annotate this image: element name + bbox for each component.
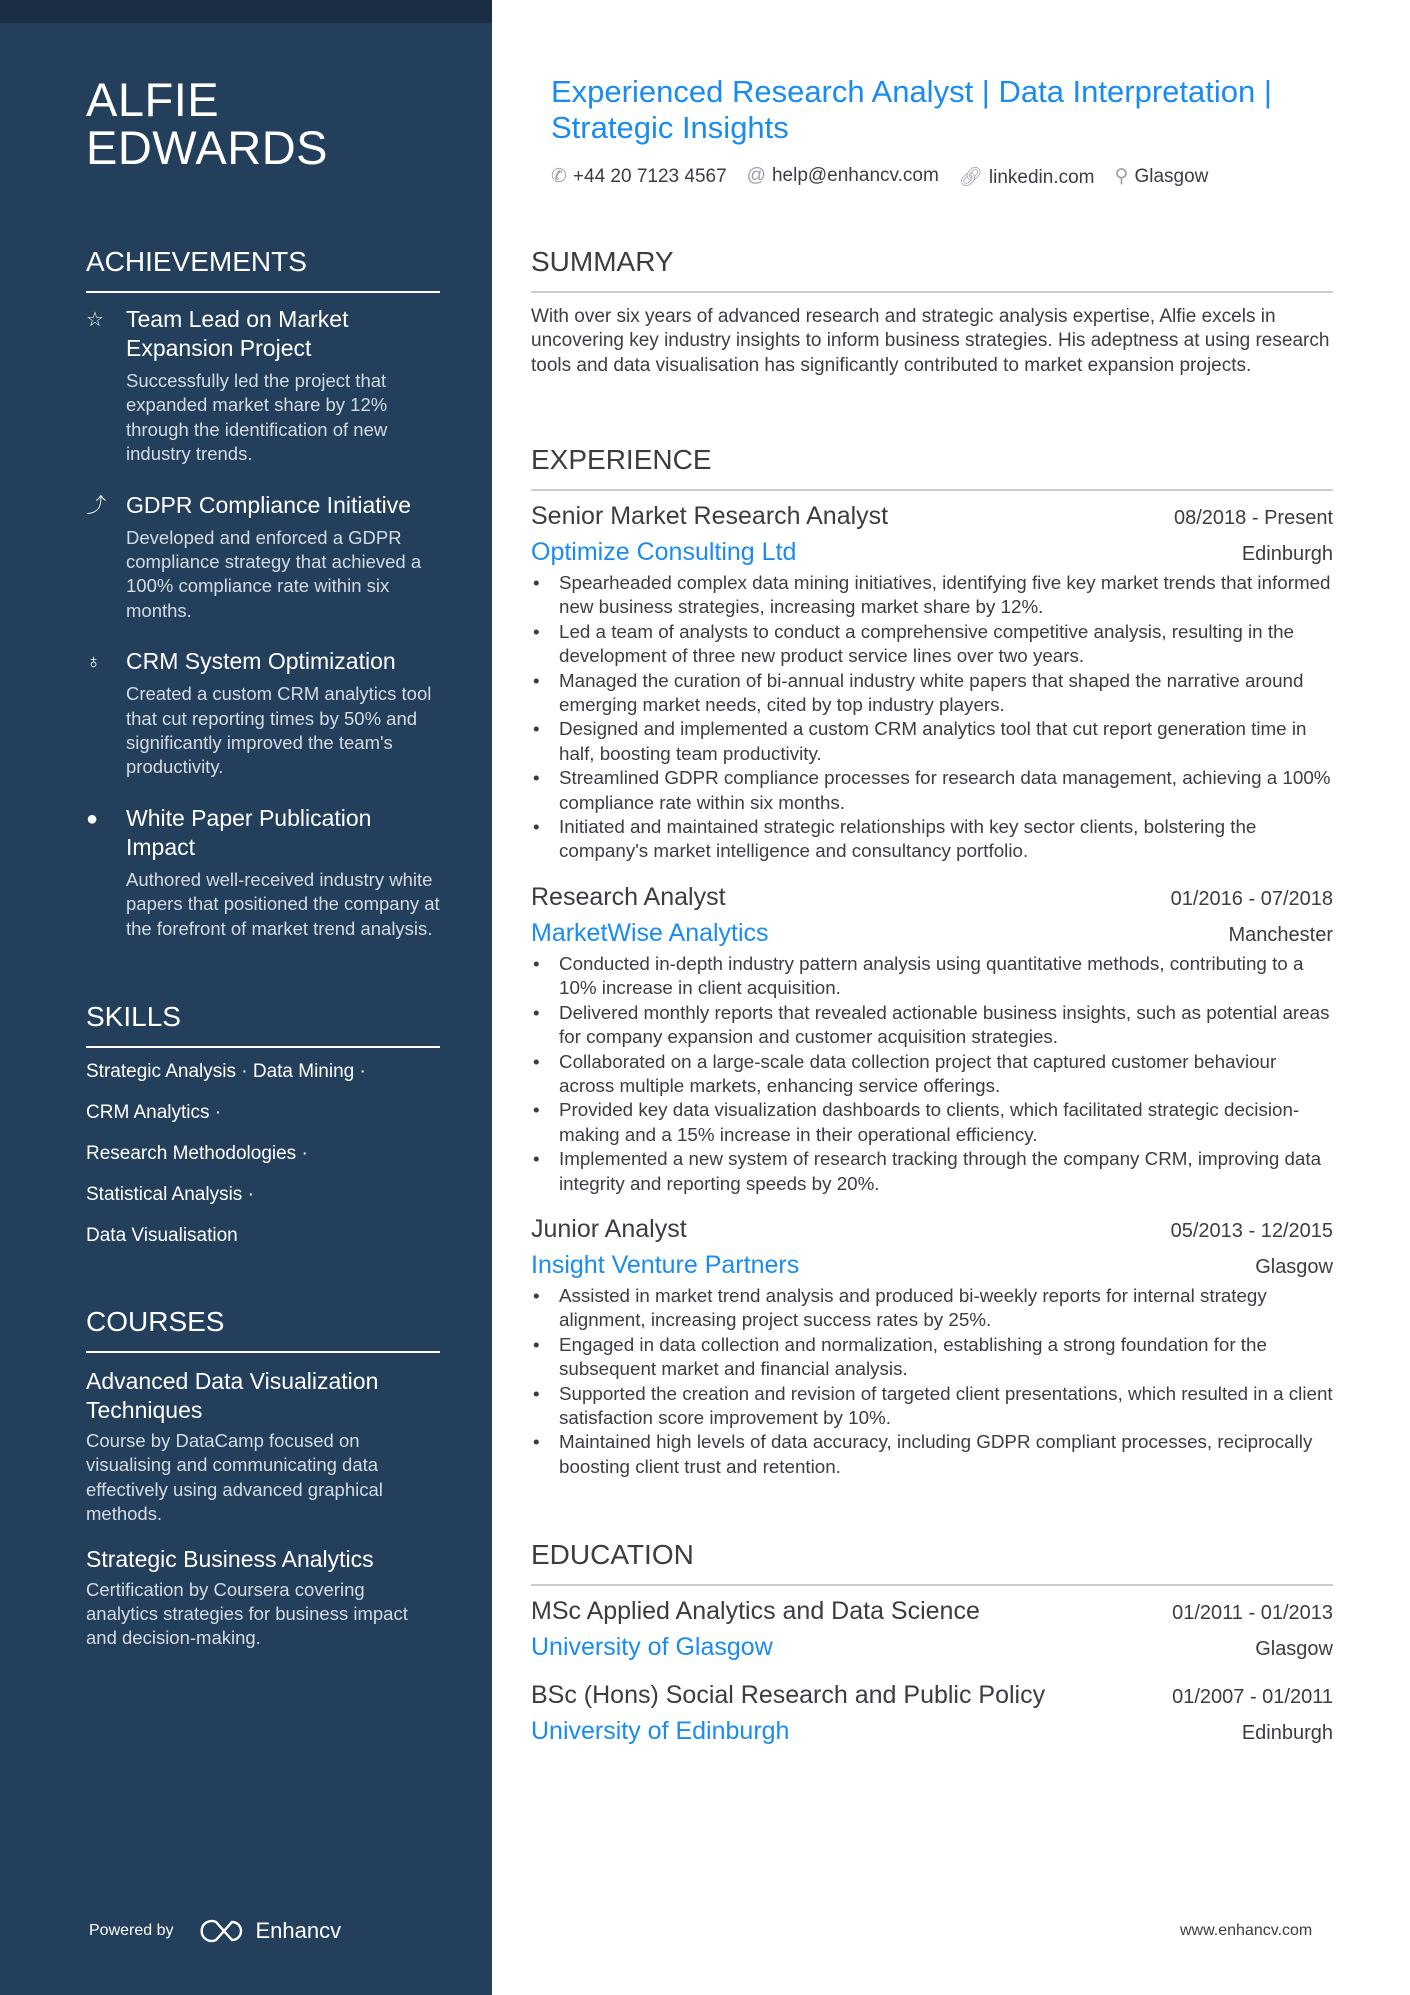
job-title: Research Analyst <box>531 882 726 911</box>
bullet-item: • Conducted in-depth industry pattern analysis using quantitative methods, contributing to a 10% increase in client acquisition. <box>531 952 1333 1001</box>
enhancv-logo-icon <box>200 1918 246 1944</box>
first-name: ALFIE <box>86 73 220 126</box>
job-bullets <box>531 571 1333 864</box>
enhancv-logo[interactable] <box>200 1918 342 1944</box>
strategy-icon: ⤴ <box>86 494 106 517</box>
achievement-desc: Authored well-received industry white papers that positioned the company at the forefront of market trend analysis. <box>126 868 440 939</box>
course-desc: Certification by Coursera covering analytics strategies for business impact and decision-making. <box>86 1578 408 1649</box>
last-name: EDWARDS <box>86 121 328 174</box>
school-name: University of Glasgow <box>531 1633 773 1661</box>
skill-item: CRM Analytics · <box>86 1102 222 1123</box>
job-dates: 08/2018 - Present <box>1174 507 1333 529</box>
job-location: Glasgow <box>1255 1255 1333 1278</box>
bullet-item: • Assisted in market trend analysis and produced bi-weekly reports for internal strategy alignment, increasing project success rates by 25%. <box>531 1284 1333 1333</box>
bullet-item: • Implemented a new system of research tracking through the company CRM, improving data integrity and reporting speeds by 20%. <box>531 1147 1333 1196</box>
location-pin-icon: ⚲ <box>1114 166 1129 187</box>
bullet-item: • Led a team of analysts to conduct a comprehensive competitive analysis, resulting in the development of three new product service lines over two years. <box>531 620 1333 669</box>
job-dates: 01/2016 - 07/2018 <box>1170 887 1333 910</box>
bullet-item: • Supported the creation and revision of targeted client presentations, which resulted in a client satisfaction score improvement by 10%. <box>531 1382 1333 1431</box>
phone-icon: ✆ <box>551 166 567 187</box>
achievement-title: Team Lead on Market Expansion Project <box>126 306 349 361</box>
course-title: Strategic Business Analytics <box>86 1545 374 1572</box>
skill-item: Research Methodologies · <box>86 1143 308 1164</box>
summary-text: With over six years of advanced research and strategic analysis expertise, Alfie excels in uncovering key industry insights to inform business strategies. His adeptness at using research tools and data visualisation has significantly contributed to market expansion projects. <box>531 306 1330 376</box>
achievement-item <box>86 305 440 479</box>
brain-icon: ● <box>86 807 99 830</box>
bullet-item: • Maintained high levels of data accuracy, including GDPR compliant processes, reciprocally boosting client trust and retention. <box>531 1430 1333 1479</box>
job-entry <box>531 880 1333 1196</box>
brand-name: Enhancv <box>255 1918 342 1943</box>
job-bullets <box>531 952 1333 1196</box>
job-title: Junior Analyst <box>531 1214 687 1243</box>
course-desc: Course by DataCamp focused on visualising and communicating data effectively using advanced graphical methods. <box>86 1430 383 1525</box>
bullet-item: • Initiated and maintained strategic relationships with key sector clients, bolstering the company's market intelligence and consultancy portfolio. <box>531 815 1333 864</box>
school-name: University of Edinburgh <box>531 1717 790 1745</box>
achievement-item <box>86 804 440 953</box>
education-entry <box>531 1594 1333 1664</box>
education-location: Glasgow <box>1255 1638 1333 1660</box>
achievement-title: GDPR Compliance Initiative <box>126 491 412 518</box>
linkedin-text[interactable]: linkedin.com <box>988 167 1095 188</box>
email-text[interactable]: help@enhancv.com <box>771 165 939 186</box>
degree: MSc Applied Analytics and Data Science <box>531 1597 980 1625</box>
company-name: Insight Venture Partners <box>531 1250 800 1279</box>
candidate-name <box>86 73 440 174</box>
job-bullets <box>531 1284 1333 1479</box>
bullet-item: • Spearheaded complex data mining initiatives, identifying five key market trends that informed new business strategies, increasing market share by 12%. <box>531 571 1333 620</box>
phone <box>551 165 727 189</box>
star-icon: ☆ <box>86 309 104 331</box>
at-icon: @ <box>746 165 766 186</box>
email[interactable] <box>747 165 939 189</box>
achievements-section <box>86 245 440 953</box>
skill-item: Strategic Analysis · Data Mining · <box>86 1061 366 1082</box>
linkedin[interactable] <box>959 165 1095 189</box>
bullet-item: • Delivered monthly reports that revealed actionable business insights, such as potential areas for company expansion and customer acquisition strategies. <box>531 1001 1333 1050</box>
education-entry <box>531 1678 1333 1748</box>
achievement-item <box>86 647 440 792</box>
job-entry <box>531 499 1333 864</box>
achievement-desc: Developed and enforced a GDPR compliance strategy that achieved a 100% compliance rate within six months. <box>126 526 422 621</box>
summary-heading: SUMMARY <box>531 245 1333 293</box>
phone-text: +44 20 7123 4567 <box>572 166 727 187</box>
education-heading: EDUCATION <box>531 1538 1333 1586</box>
job-location: Manchester <box>1228 923 1333 946</box>
bullet-item: • Provided key data visualization dashboards to clients, which facilitated strategic decision-making and a 15% increase in their operational efficiency. <box>531 1098 1333 1147</box>
skills-section <box>86 1000 440 1265</box>
achievements-heading: ACHIEVEMENTS <box>86 245 440 293</box>
company-name: Optimize Consulting Ltd <box>531 538 797 566</box>
bullet-item: • Collaborated on a large-scale data collection project that captured customer behaviour across multiple markets, enhancing service offerings. <box>531 1050 1333 1099</box>
education-location: Edinburgh <box>1241 1722 1333 1744</box>
achievement-item <box>86 491 440 636</box>
lightbulb-icon: ♁ <box>86 651 101 674</box>
bullet-item: • Engaged in data collection and normalization, establishing a strong foundation for the subsequent market and financial analysis. <box>531 1333 1333 1382</box>
powered-by <box>89 1918 341 1944</box>
link-icon: 🔗︎ <box>958 167 983 188</box>
bullet-item: • Designed and implemented a custom CRM analytics tool that cut report generation time in half, boosting team productivity. <box>531 717 1333 766</box>
achievement-title: White Paper Publication Impact <box>126 804 372 860</box>
achievement-title: CRM System Optimization <box>126 648 396 675</box>
footer-url[interactable]: www.enhancv.com <box>1180 1922 1313 1939</box>
skills-heading: SKILLS <box>86 1000 440 1048</box>
job-entry <box>531 1212 1333 1479</box>
skill-item: Data Visualisation <box>86 1225 238 1246</box>
degree: BSc (Hons) Social Research and Public Policy <box>531 1681 1046 1709</box>
course-title: Advanced Data Visualization Techniques <box>86 1368 379 1423</box>
company-name: MarketWise Analytics <box>531 918 769 947</box>
headline: Experienced Research Analyst | Data Interpretation | Strategic Insights <box>551 74 1272 145</box>
experience-section <box>531 443 1333 1479</box>
courses-section <box>86 1305 440 1659</box>
top-band <box>0 0 492 23</box>
bullet-item: • Managed the curation of bi-annual industry white papers that shaped the narrative around emerging market needs, cited by top industry players. <box>531 669 1333 718</box>
powered-by-label: Powered by <box>89 1922 174 1939</box>
job-dates: 05/2013 - 12/2015 <box>1170 1219 1333 1242</box>
education-dates: 01/2007 - 01/2011 <box>1172 1686 1333 1708</box>
summary-section <box>531 245 1333 378</box>
job-title: Senior Market Research Analyst <box>531 502 889 530</box>
contact-bar <box>551 165 1208 189</box>
skill-item: Statistical Analysis · <box>86 1184 254 1205</box>
experience-heading: EXPERIENCE <box>531 443 1333 491</box>
sidebar <box>0 0 492 1995</box>
achievement-desc: Created a custom CRM analytics tool that cut reporting times by 50% and significantly improved the team's productivity. <box>126 683 432 778</box>
location-text: Glasgow <box>1134 166 1209 187</box>
location <box>1115 165 1209 189</box>
education-dates: 01/2011 - 01/2013 <box>1172 1602 1333 1624</box>
bullet-item: • Streamlined GDPR compliance processes for research data management, achieving a 100% compliance rate within six months. <box>531 766 1333 815</box>
education-section <box>531 1538 1333 1748</box>
courses-heading: COURSES <box>86 1305 440 1353</box>
job-location: Edinburgh <box>1241 543 1333 565</box>
achievement-desc: Successfully led the project that expanded market share by 12% through the identification of new industry trends. <box>126 370 388 465</box>
